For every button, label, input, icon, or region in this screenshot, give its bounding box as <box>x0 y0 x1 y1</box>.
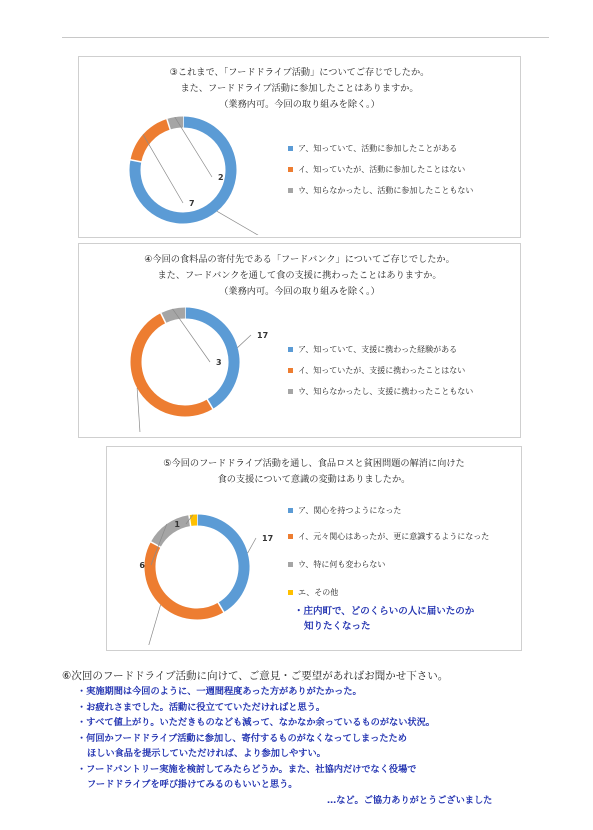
chart-title-line: また、フードドライブ活動に参加したことはありますか。 <box>180 83 419 94</box>
legend-item <box>288 587 338 598</box>
chart-title-line: 食の支援について意識の変動はありましたか。 <box>217 474 411 485</box>
legend-item <box>288 143 457 154</box>
chart-title-line: ⑤今回のフードドライブ活動を通し、食品ロスと貧困問題の解消に向けた <box>163 458 465 469</box>
donut-slice <box>150 545 221 614</box>
note-line: 知りたくなった <box>304 621 371 632</box>
legend-swatch <box>288 534 293 539</box>
legend-item <box>288 559 385 570</box>
legend-label: ア、知っていて、支援に携わった経験がある <box>298 345 458 354</box>
legend-label: イ、元々関心はあったが、更に意識するようになった <box>298 532 490 541</box>
feedback-line: ・お疲れさまでした。活動に役立てていただければと思う。 <box>77 701 326 713</box>
donut-slice <box>136 124 169 161</box>
legend-swatch <box>288 146 293 151</box>
donut-chart-q5 <box>107 505 317 645</box>
chart-title-line: （業務内可。今回の取り組みを除く。） <box>219 99 380 110</box>
donut-slice <box>169 122 183 124</box>
legend-item <box>288 164 465 175</box>
legend-item <box>288 531 489 542</box>
legend-label: イ、知っていたが、支援に携わったことはない <box>298 366 466 375</box>
chart-title-line: ④今回の食料品の寄付先である「フードバンク」についてご存じでしたか。 <box>144 254 455 265</box>
legend-item <box>288 386 473 397</box>
feedback-line: ・フードパントリー実施を検討してみたらどうか。また、社協内だけでなく役場で <box>77 763 417 775</box>
page-top-rule <box>62 37 549 38</box>
leader-line <box>143 134 183 203</box>
data-label: 17 <box>257 331 269 340</box>
feedback-line: ・すべて値上がり。いただきものなども減って、なかなか余っているものがない状況。 <box>77 717 435 728</box>
data-label: 2 <box>218 173 224 182</box>
donut-slice <box>185 313 234 404</box>
leader-line <box>145 605 161 645</box>
legend-swatch <box>288 389 293 394</box>
legend-item <box>288 505 401 516</box>
chart-title-line: ③これまで、「フードドライブ活動」についてご存じでしたか。 <box>169 67 430 78</box>
legend-label: ウ、特に何も変わらない <box>298 560 386 569</box>
leader-line <box>137 388 141 432</box>
leader-line <box>248 538 256 553</box>
legend-label: ア、関心を持つようになった <box>298 506 402 515</box>
legend-swatch <box>288 347 293 352</box>
chart-panel-q3 <box>78 56 521 238</box>
legend-item <box>288 365 465 376</box>
feedback-line: ・実施期間は今回のように、一週間程度あった方がありがたかった。 <box>77 686 362 697</box>
chart-title-line: （業務内可。今回の取り組みを除く。） <box>219 286 380 297</box>
donut-slice <box>190 520 197 521</box>
feedback-line: …など。ご協力ありがとうございました <box>327 794 493 806</box>
legend-label: イ、知っていたが、活動に参加したことはない <box>298 165 466 174</box>
data-label: 7 <box>189 199 195 208</box>
donut-chart-q3 <box>117 115 337 235</box>
leader-line <box>217 211 287 235</box>
data-label: 6 <box>139 561 145 570</box>
legend-label: ア、知っていて、活動に参加したことがある <box>298 144 458 153</box>
legend-label: ウ、知らなかったし、支援に携わったこともない <box>298 387 474 396</box>
feedback-list <box>77 684 492 808</box>
donut-slice <box>136 318 210 411</box>
note-line: ・庄内町で、どのくらいの人に届いたのか <box>294 606 475 617</box>
legend-label: ウ、知らなかったし、活動に参加したこともない <box>298 186 474 195</box>
data-label: 3 <box>216 358 222 367</box>
chart-panel-q5 <box>106 446 522 651</box>
legend-swatch <box>288 188 293 193</box>
donut-slice <box>156 521 190 545</box>
data-label: 17 <box>262 534 274 543</box>
donut-slice <box>163 313 185 318</box>
legend-swatch <box>288 562 293 567</box>
feedback-heading: ⑥次回のフードドライブ活動に向けて、ご意見・ご要望があればお聞かせ下さい。 <box>62 670 449 682</box>
feedback-line: ・何回かフードドライブ活動に参加し、寄付するものがなくなってしまったため <box>77 732 407 744</box>
other-answer-note <box>294 604 474 634</box>
leader-line <box>238 335 251 348</box>
legend-swatch <box>288 590 293 595</box>
legend-item <box>288 344 457 355</box>
legend-swatch <box>288 508 293 513</box>
chart-title-line: また、フードバンクを通して食の支援に携わったことはありますか。 <box>157 270 442 281</box>
legend-item <box>288 185 473 196</box>
legend-swatch <box>288 368 293 373</box>
data-label: 1 <box>174 520 180 529</box>
feedback-line: ほしい食品を提示していただければ、より参加しやすい。 <box>87 748 326 759</box>
legend-swatch <box>288 167 293 172</box>
donut-slice <box>197 520 244 607</box>
legend-label: エ、その他 <box>298 588 339 597</box>
feedback-line: フードドライブを呼び掛けてみるのもいいと思う。 <box>87 779 298 790</box>
chart-panel-q4 <box>78 243 521 438</box>
